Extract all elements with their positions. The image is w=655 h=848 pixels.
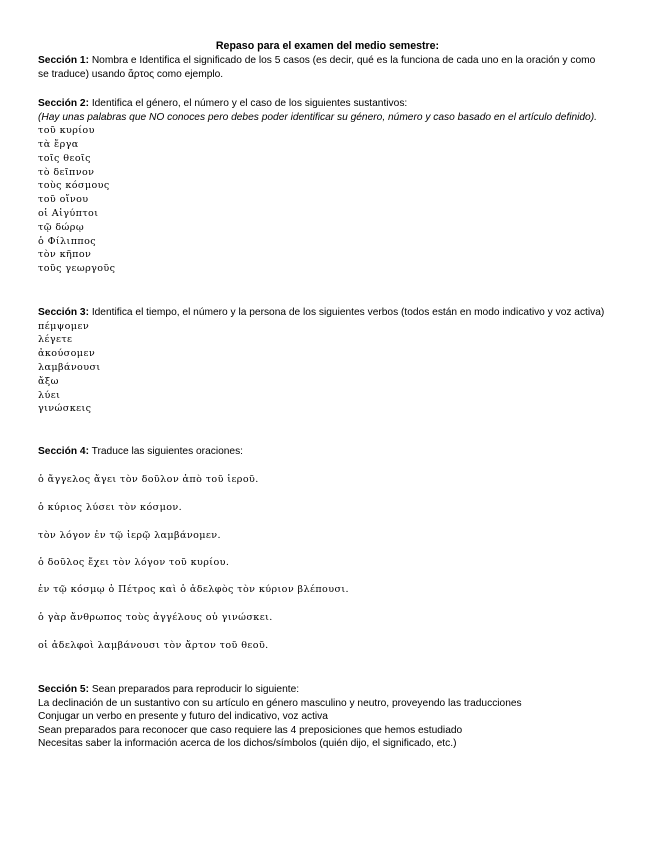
noun-item: τοῦς γεωργοῦς [38,263,116,275]
section-1 [38,54,608,81]
section-1-label: Sección 1: [38,55,89,66]
noun-item: ὁ Φίλιππος [38,235,97,247]
section-2 [38,97,608,276]
section-4-text: Traduce las siguientes oraciones: [91,446,244,457]
sentence: οἱ ἀδελφοὶ λαμβάνουσι τὸν ἄρτον τοῦ θεοῦ. [38,640,269,651]
section-5-label: Sección 5: [38,684,89,695]
section-3-text: Identifica el tiempo, el número y la persona de los siguientes verbos (todos están en modo indicativo y voz activa) [91,307,605,318]
noun-item: τὰ ἔργα [38,138,79,150]
section-1-text: Nombra e Identifica el significado de los 5 casos (es decir, qué es la funciona de cada uno en la oración y como se traduce) usando ἄρτος como ejemplo. [38,55,596,80]
section-3-label: Sección 3: [38,307,89,318]
noun-item: τῷ δώρῳ [38,221,85,233]
noun-item: τοῦ οἴνου [38,194,89,206]
noun-list [38,124,608,276]
sentence: τὸν λόγον ἐν τῷ ἱερῷ λαμβάνομεν. [38,530,221,541]
noun-item: τὸν κῆπον [38,249,92,261]
verb-item: πέμψομεν [38,320,90,332]
noun-item: οἱ Αἰγύπτοι [38,207,99,219]
sentence: ὁ γὰρ ἄνθρωπος τοὺς ἀγγέλους οὐ γινώσκει. [38,612,273,623]
verb-item: λέγετε [38,334,73,346]
section-2-text: Identifica el género, el número y el caso de los siguientes sustantivos: [91,98,408,109]
review-item: Sean preparados para reconocer que caso requiere las 4 preposiciones que hemos estudiado [38,724,463,736]
verb-item: γινώσκεις [38,403,92,415]
review-item: La declinación de un sustantivo con su artículo en género masculino y neutro, proveyendo las traducciones [38,697,522,709]
verb-item: ἄξω [38,375,59,387]
verb-item: λύει [38,389,61,401]
noun-item: τοὺς κόσμους [38,180,110,192]
section-4 [38,445,608,459]
sentence: ἐν τῷ κόσμῳ ὁ Πέτρος καὶ ὁ ἀδελφὸς τὸν κύριον βλέπουσι. [38,584,350,595]
noun-item: τοῦ κυρίου [38,125,95,137]
review-item: Necesitas saber la información acerca de los dichos/símbolos (quién dijo, el significado, etc.) [38,738,457,750]
sentence: ὁ δοῦλος ἔχει τὸν λόγον τοῦ κυρίου. [38,557,230,568]
section-2-label: Sección 2: [38,98,89,109]
sentence: ὁ ἄγγελος ἄγει τὸν δοῦλον ἀπὸ τοῦ ἱεροῦ. [38,474,259,485]
noun-item: τοῖς θεοῖς [38,152,91,164]
verb-list [38,320,608,417]
verb-item: ἀκούσομεν [38,348,96,360]
section-3 [38,306,608,416]
section-5 [38,683,608,751]
section-5-text: Sean preparados para reproducir lo siguiente: [91,684,300,695]
section-4-label: Sección 4: [38,446,89,457]
document-title: Repaso para el examen del medio semestre: [215,40,440,52]
verb-item: λαμβάνουσι [38,361,101,373]
noun-item: τὸ δεῖπνον [38,166,95,178]
sentence: ὁ κύριος λύσει τὸν κόσμον. [38,502,183,513]
review-item: Conjugar un verbo en presente y futuro del indicativo, voz activa [38,711,328,723]
section-2-note: (Hay unas palabras que NO conoces pero debes poder identificar su género, número y caso basado en el artículo definido). [38,111,597,123]
